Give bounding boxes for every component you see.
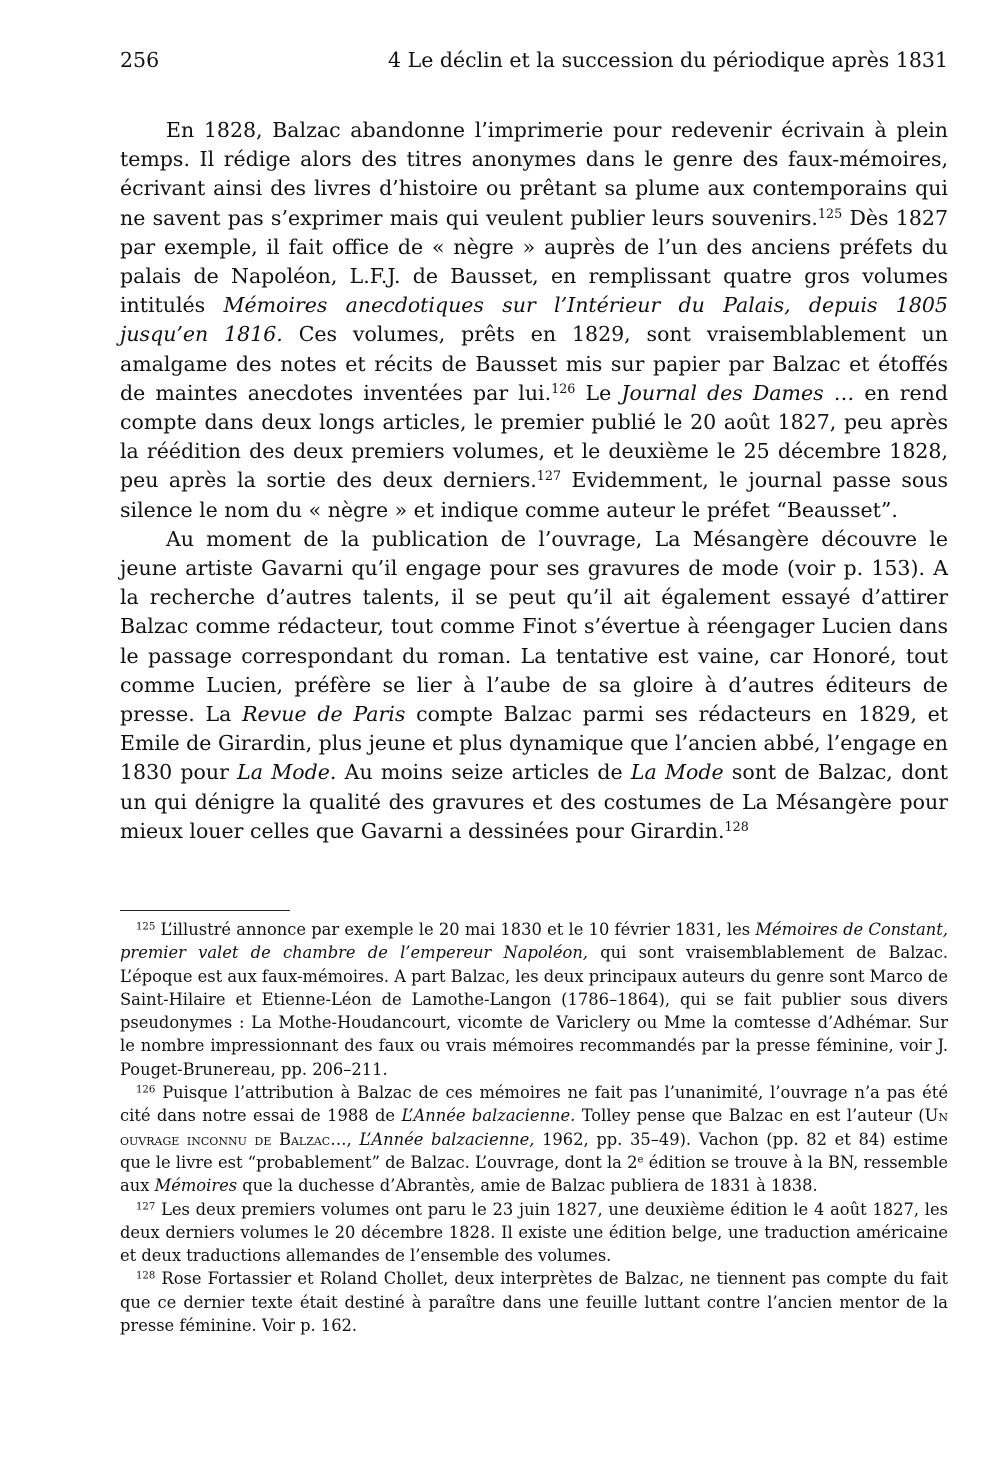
book-title: Mémoires <box>154 1176 238 1196</box>
footnote-number: 125 <box>136 921 156 933</box>
footnote-ref-127[interactable]: 127 <box>536 468 562 484</box>
text-run: que la duchesse d’Abrantès, amie de Balzac publiera de 1831 à 1838. <box>237 1176 818 1196</box>
footnote-ref-125[interactable]: 125 <box>817 205 843 221</box>
footnote-ref-126[interactable]: 126 <box>551 380 576 396</box>
text-run: Au moment de la publication de l’ouvrage, La Mésangère découvre le jeune artiste Gavarni qu’il engage pour ses gravures de mode (voir p. 153). A la recherche d’autres talents, il se peut qu’il ait également essayé d’attirer Balzac comme rédacteur, tout comme Finot s’évertue à réengager Lucien dans le passage correspondant du roman. La tentative est vaine, car Honoré, tout comme Lucien, préfère se lier à l’aube de sa gloire à d’autres éditeurs de presse. La <box>120 526 948 727</box>
footnote-number: 127 <box>136 1201 156 1213</box>
ordinal-suffix: e <box>637 1154 644 1166</box>
text-run: Au moins seize articles de <box>336 760 631 785</box>
paragraph-2 <box>120 525 948 846</box>
chapter-running-title: 4 Le déclin et la succession du périodique après 1831 <box>388 48 948 72</box>
text-run: Les deux premiers volumes ont paru le 23 juin 1827, une deuxième édition le 4 août 1827, les deux derniers volumes le 20 décembre 1828. Il existe une édition belge, une traduction américaine et deux traductions allemandes de l’ensemble des volumes. <box>120 1199 948 1266</box>
page-number: 256 <box>120 48 160 72</box>
text-run: qui sont vraisemblablement de Balzac. L’époque est aux faux-mémoires. A part Balzac, les deux principaux auteurs du genre sont Marco de Saint-Hilaire et Etienne-Léon de Lamothe-Langon (1786–1864), qui se fait publier sous divers pseudonymes : La Mothe-Houdancourt, vicomte de Variclery ou Mme la comtesse d’Adhémar. Sur le nombre impressionnant des faux ou vrais mémoires recommandés par la presse féminine, voir J. Pouget-Brunereau, pp. 206–211. <box>120 943 948 1079</box>
journal-title: L’Année balzacienne. <box>401 1106 576 1126</box>
journal-title: L’Année balzacienne, <box>359 1129 535 1149</box>
text-run: 1962, pp. 35–49). Vachon (pp. 82 et 84) estime que le livre est “probablement” de Balzac. L’ouvrage, dont la 2 <box>120 1129 948 1172</box>
footnote-125 <box>120 918 948 1081</box>
text-run: Evidemment, le journal passe sous silence le nom du « nègre » et indique comme auteur le préfet “Beausset”. <box>120 468 948 522</box>
footnote-128 <box>120 1267 948 1337</box>
footnote-127 <box>120 1198 948 1268</box>
text-run: sont de Balzac, dont un qui dénigre la qualité des gravures et des costumes de La Mésangère pour mieux louer celles que Gavarni a dessinées pour Girardin. <box>120 760 948 843</box>
journal-title: Revue de Paris <box>242 702 406 727</box>
footnote-number: 128 <box>136 1270 156 1282</box>
text-run: , <box>346 1129 360 1149</box>
text-run: Tolley pense que Balzac en est l’auteur ( <box>575 1106 925 1126</box>
footnote-126 <box>120 1081 948 1197</box>
footnotes <box>120 918 948 1337</box>
text-run: compte Balzac parmi ses rédacteurs en 1829, et Emile de Girardin, plus jeune et plus dynamique que l’ancien abbé, l’engage en 1830 pour <box>120 702 948 785</box>
journal-title: La Mode. <box>237 760 337 785</box>
text-run: édition se trouve à la BN, ressemble aux <box>120 1152 948 1196</box>
journal-title: La Mode <box>630 760 724 785</box>
text-run: Puisque l’attribution à Balzac de ces mémoires ne fait pas l’unanimité, l’ouvrage n’a pas été cité dans notre essai de 1988 de <box>120 1083 948 1126</box>
main-text <box>120 116 948 846</box>
text-run: L’illustré annonce par exemple le 20 mai 1830 et le 10 février 1831, les <box>155 920 756 939</box>
paragraph-1 <box>120 116 948 525</box>
book-title: Mémoires anecdotiques sur l’Intérieur du Palais, depuis 1805 jusqu’en 1816. <box>120 293 948 347</box>
text-run: Dès 1827 par exemple, il fait office de « nègre » auprès de l’un des anciens préfets du palais de Napoléon, L.F.J. de Bausset, en remplissant quatre gros volumes intitulés <box>120 205 948 318</box>
journal-title: Journal des Dames … <box>621 380 855 405</box>
text-run: en rend compte dans deux longs articles, le premier publié le 20 août 1827, peu après la réédition des deux premiers volumes, et le deuxième le 25 décembre 1828, peu après la sortie des deux derniers. <box>120 380 949 493</box>
text-run: En 1828, Balzac abandonne l’imprimerie pour redevenir écrivain à plein temps. Il rédige alors des titres anonymes dans le genre des faux-mémoires, écrivant ainsi des livres d’histoire ou prêtant sa plume aux contemporains qui ne savent pas s’exprimer mais qui veulent publier leurs souvenirs. <box>120 118 948 230</box>
footnote-ref-128[interactable]: 128 <box>724 818 749 834</box>
article-title: Un ouvrage inconnu de Balzac… <box>120 1106 948 1149</box>
text-run: Rose Fortassier et Roland Chollet, deux interprètes de Balzac, ne tiennent pas compte du fait que ce dernier texte était destiné à paraître dans une feuille luttant contre l’ancien mentor de la presse féminine. Voir p. 162. <box>120 1269 948 1336</box>
footnote-separator <box>120 910 290 911</box>
text-run: Ces volumes, prêts en 1829, sont vraisemblablement un amalgame des notes et récits de Bausset mis sur papier par Balzac et étoffés de maintes anecdotes inventées par lui. <box>120 322 948 405</box>
running-header <box>120 44 948 76</box>
footnote-number: 126 <box>136 1084 156 1096</box>
text-run: Le <box>575 380 622 405</box>
book-title: Mémoires de Constant, premier valet de chambre de l’empereur Napoléon, <box>120 920 948 963</box>
